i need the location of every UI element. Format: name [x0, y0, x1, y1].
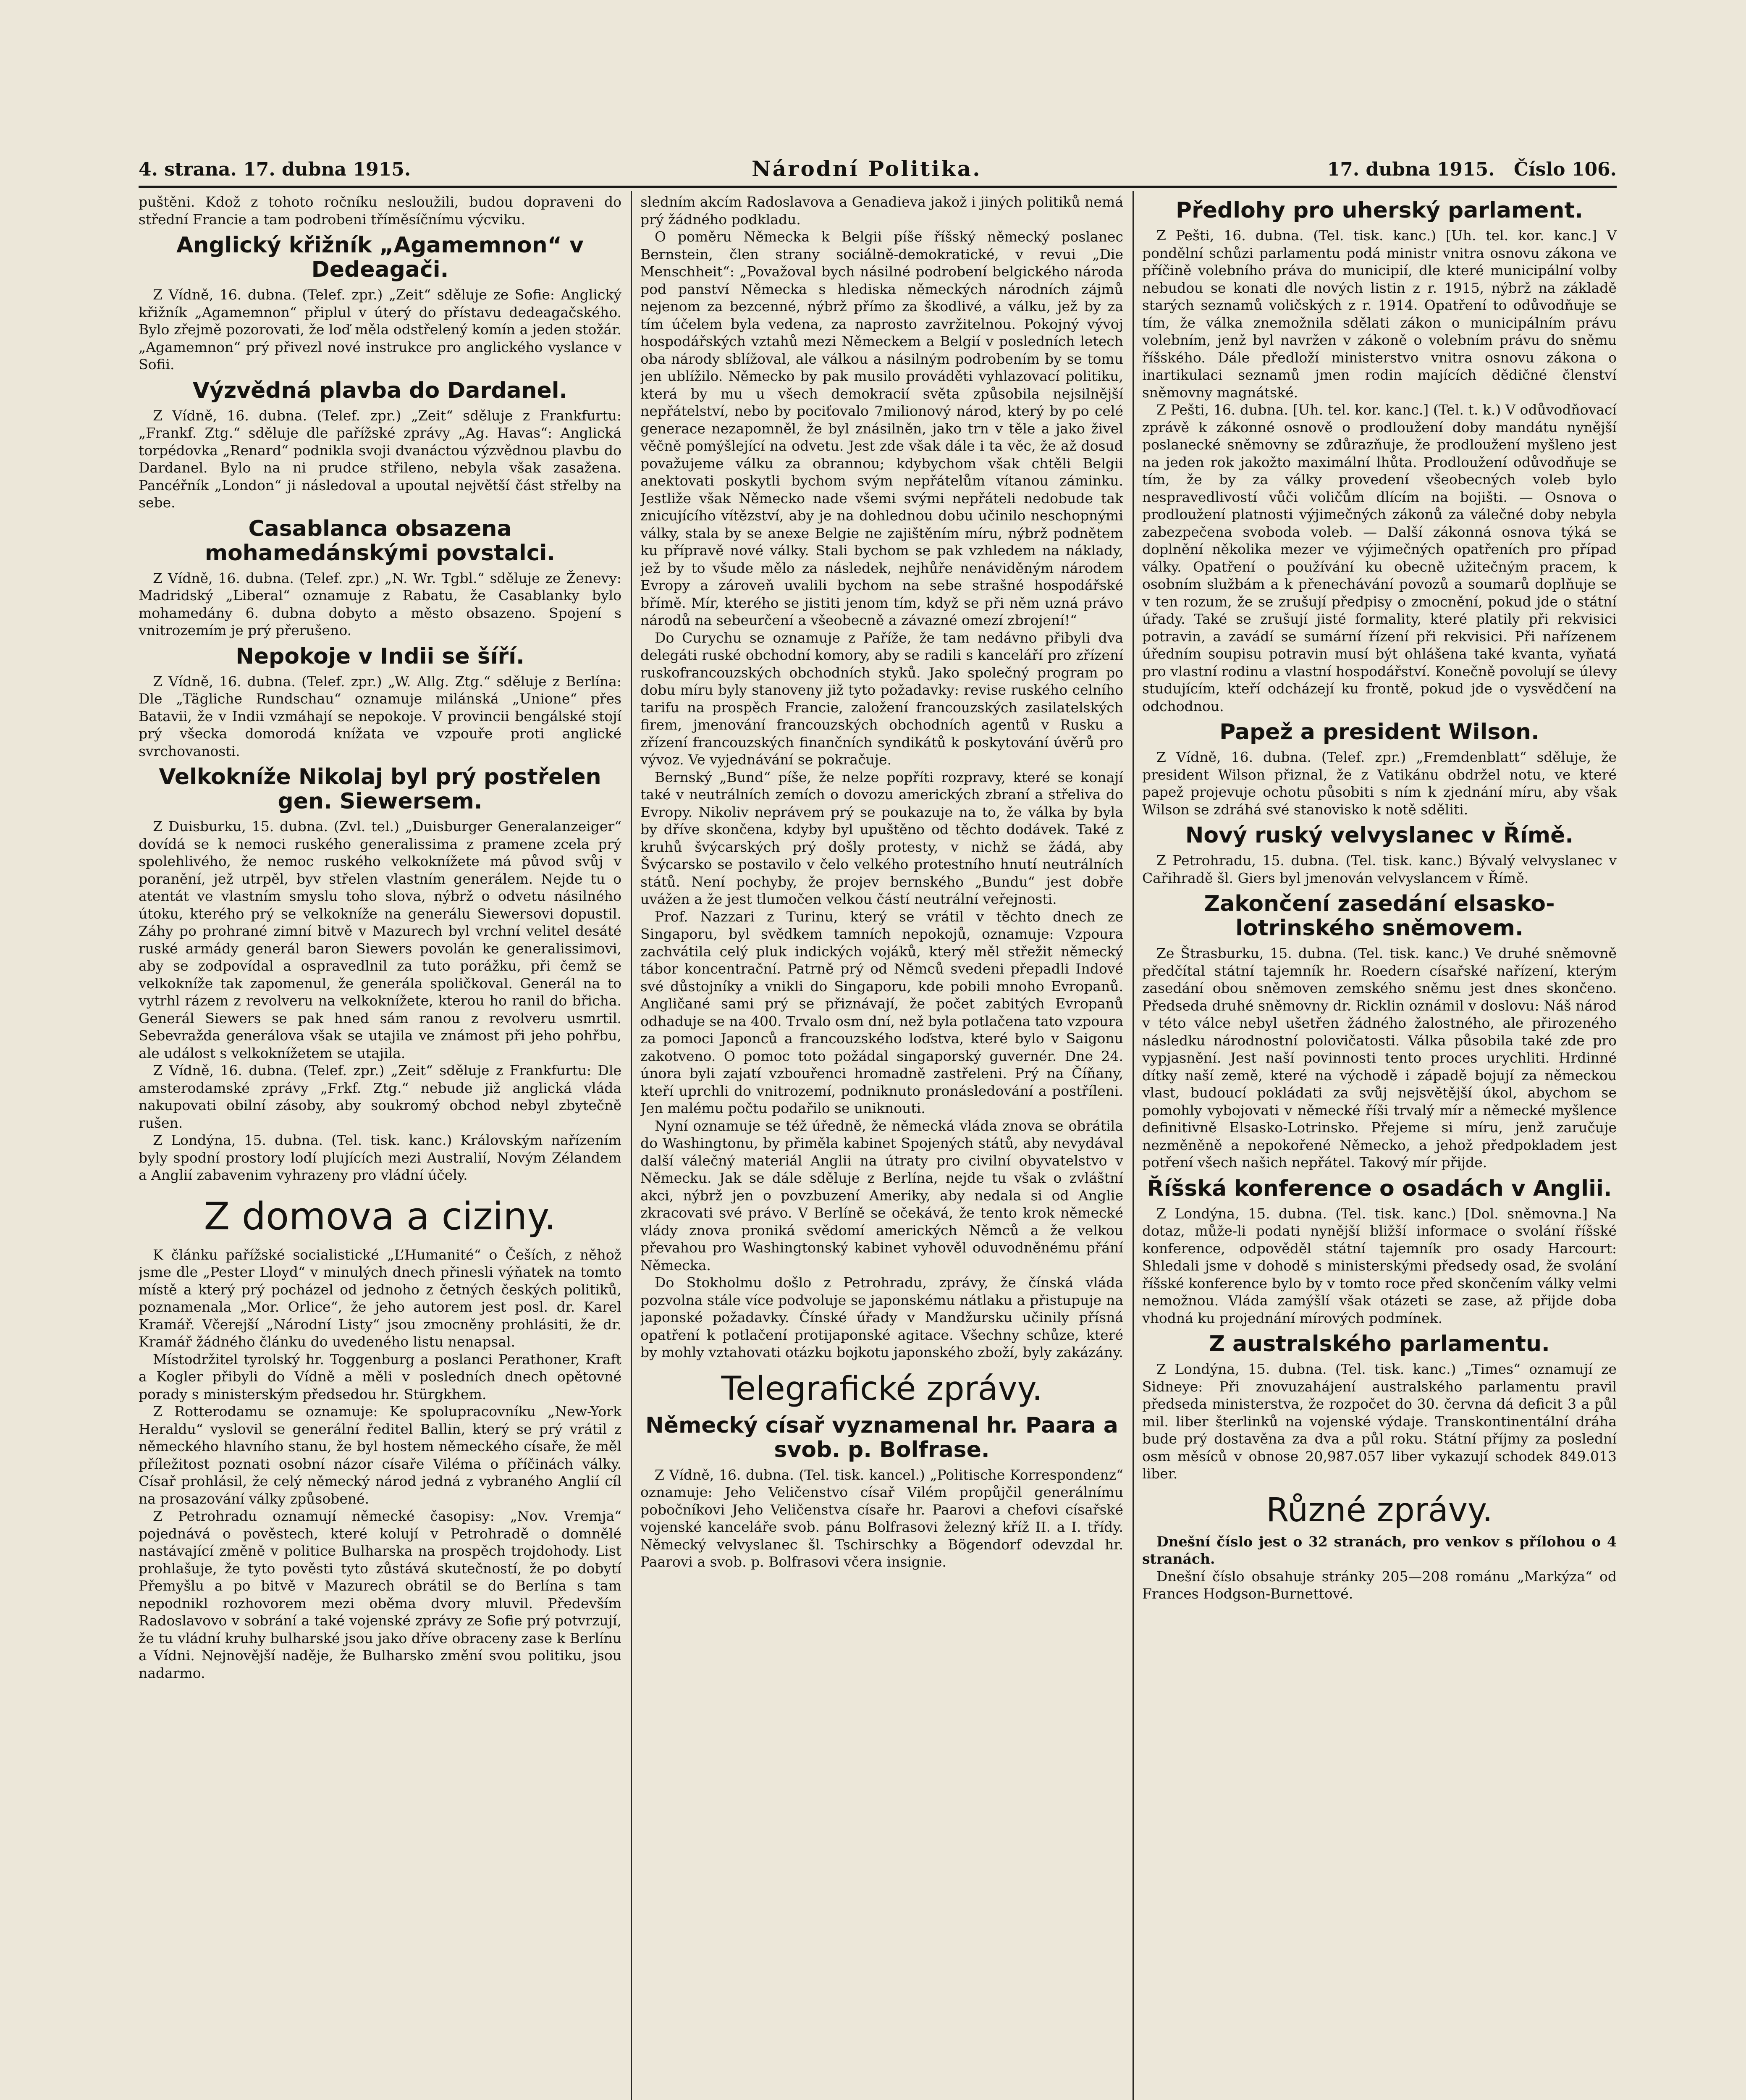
article-text: Z Petrohradu, 15. dubna. (Tel. tisk. kanc.) Bývalý velvyslanec v Cařihradě šl. Giers byl jmenován velvyslancem v Římě. — [1142, 852, 1617, 886]
article-text: Dnešní číslo jest o 32 stranách, pro venkov s přílohou o 4 stranách. — [1142, 1533, 1617, 1567]
article-headline: Předlohy pro uherský parlament. — [1176, 198, 1583, 223]
article-headline: Zakončení zasedání elsasko-lotrinského sněmovem. — [1204, 891, 1555, 941]
article-text: Z Pešti, 16. dubna. [Uh. tel. kor. kanc.] (Tel. t. k.) V odůvodňovací zprávě k zákonné osnově o prodloužení doby mandátu nynější poslanecké sněmovny se zdůrazňuje, že prodloužení myšleno jest na jeden rok jakožto maximální lhůta. Prodloužení odůvodňuje se tím, že by za války provedení všeobecných voleb bylo nespravedlivostí vůči voličům dlícím na bojišti. — Osnova o prodloužení platnosti výjimečných zákonů za válečné doby nebyla zabezpečena svoboda voleb. — Další zákonná osnova týká se doplnění několika mezer ve výjimečných opatřeních pro případ války. Opatření o používání ku obecně užitečným pracem, k osobním službám a k přenechávání povozů a soumarů doplňuje se v ten rozum, že se zrušují předpisy o zmocnění, pokud jde o státní úřady. Také se zrušují jisté formality, které platily při rekvisici potravin, a zavádí se sumární řízení při rekvisici. Při nařízenem úředním soupisu potravin musí být ohlášena také kvanta, vyňatá pro vlastní rodinu a vlastní hospodářství. Konečně povolují se úlevy studujícím, kteří odcházejí ku frontě, pokud jde o vysvědčení na odchodnou. — [1142, 402, 1617, 714]
article-headline: Nepokoje v Indii se šíří. — [236, 643, 524, 669]
article-text: Z Londýna, 15. dubna. (Tel. tisk. kanc.) Královským nařízením byly spodní prostory lodí plujících mezi Australií, Novým Zélandem a Anglií zabavenim vyhrazeny pro vládní účely. — [139, 1132, 621, 1183]
article-text: Z Londýna, 15. dubna. (Tel. tisk. kanc.) [Dol. sněmovna.] Na dotaz, může-li podati nynější bližší informace o svolání říšské konference, odpověděl státní tajemník pro osady Harcourt: Shledali jsme v dohodě s ministerskými předsedy osad, že svolání říšské konference bylo by v tomto roce před skončením války velmi nemožnou. Vláda zamýšlí však otázeti se zase, až přijde doba vhodná ku projednání mírových podmínek. — [1142, 1205, 1617, 1326]
issue-date: 17. dubna 1915. — [1327, 159, 1495, 180]
article-text: Z Vídně, 16. dubna. (Telef. zpr.) „W. Allg. Ztg.“ sděluje z Berlína: Dle „Tägliche Rundschau“ oznamuje milánská „Unione“ přes Batavii, že v Indii vzmáhají se nepokoje. V provincii bengálské stojí prý všecka domorodá knížata ve vzpouře proti anglické svrchovanosti. — [139, 673, 621, 759]
section-headline: Z domova a ciziny. — [204, 1194, 556, 1239]
article-text: Z Vídně, 16. dubna. (Telef. zpr.) „Zeit“ sděluje ze Sofie: Anglický křižník „Agamemnon“ připlul v úterý do přístavu dedeagačského. Bylo zřejmě pozorovati, že loď měla odstřelený komín a jeden stožár. „Agamemnon“ prý přivezl nové instrukce pro anglického vyslance v Sofii. — [139, 286, 621, 373]
issue-info — [1315, 159, 1617, 180]
article-text: Prof. Nazzari z Turinu, který se vrátil v těchto dnech ze Singaporu, byl svědkem tamních nepokojů, oznamuje: Vzpoura zachvátila celý pluk indických vojáků, který měl střežit německý tábor koncentrační. Patrně prý od Němců svedeni přepadli Indové své důstojníky a vnikli do Singaporu, kde pobili mnoho Evropanů. Angličané sami prý se přiznávají, že počet zabitých Evropanů odhaduje se na 400. Trvalo osm dní, než byla potlačena tato vzpoura za pomoci Japonců a francouzského loďstva, které bylo v Saigonu zakotveno. O pomoc toto požádal singaporský guvernér. Dne 24. února byli zajatí vzbouřenci hromadně zastřeleni. Prý na Číňany, kteří uprchli do vnitrozemí, podniknuto pronásledování a postříleni. Jen malému počtu podařilo se uniknouti. — [640, 908, 1123, 1116]
issue-number: Číslo 106. — [1513, 159, 1617, 180]
article-text: Z Vídně, 16. dubna. (Telef. zpr.) „Fremdenblatt“ sděluje, že president Wilson přiznal, že z Vatikánu obdržel notu, ve které papež projevuje ochotu působiti s ním k zjednání míru, aby však Wilson se zdráhá své stanovisko k notě sděliti. — [1142, 749, 1617, 818]
article-headline: Papež a president Wilson. — [1219, 719, 1539, 745]
article-headline: Casablanca obsazena mohamedánskými povstalci. — [204, 516, 556, 566]
article-text: K článku pařížské socialistické „L’Humanité“ o Češích, z něhož jsme dle „Pester Lloyd“ v minulých dnech přinesli výňatek na tomto místě a který prý pocházel od jednoho z četných českých politiků, poznamenala „Mor. Orlice“, že jeho autorem jest posl. dr. Karel Kramář. Včerejší „Národní Listy“ jsou zmocněny prohlásiti, že dr. Kramář žádného článku do uvedeného listu nenapsal. — [139, 1246, 621, 1350]
article-headline: Z australského parlamentu. — [1209, 1331, 1550, 1357]
article-text: Z Vídně, 16. dubna. (Telef. zpr.) „N. Wr. Tgbl.“ sděluje ze Ženevy: Madridský „Liberal“ oznamuje z Rabatu, že Casablanky bylo mohamedány 6. dubna dobyto a město obsazeno. Spojení s vnitrozemím je prý přerušeno. — [139, 570, 621, 638]
article-text: Z Londýna, 15. dubna. (Tel. tisk. kanc.) „Times“ oznamují ze Sidneye: Při znovuzahájení australského parlamentu pravil předseda ministerstva, že rozpočet do 30. června dá deficit 3 a půl mil. liber šterlinků na vojenské výdaje. Transkontinentální dráha bude prý dostavěna za dva a půl roku. Státní příjmy za poslední osm měsíců v obnose 20,987.057 liber vykazují schodek 849.013 liber. — [1142, 1361, 1617, 1482]
article-headline: Německý císař vyznamenal hr. Paara a svob. p. Bolfrase. — [645, 1412, 1118, 1462]
article-text: Z Vídně, 16. dubna. (Telef. zpr.) „Zeit“ sděluje z Frankfurtu: „Frankf. Ztg.“ sděluje dle pařížské zprávy „Ag. Havas“: Anglická torpédovka „Renard“ podnikla svoji dvanáctou výzvědnou plavbu do Dardanel. Bylo na ni prudce střileno, nebyla však zasažena. Pancéřník „London“ ji následoval a upoutal největší část střelby na sebe. — [139, 407, 621, 511]
column-divider — [631, 191, 632, 2100]
article-text: Místodržitel tyrolský hr. Toggenburg a poslanci Perathoner, Kraft a Kogler přibyli do Vídně a měli v posledních dnech opětovné porady s ministerským předsedou hr. Stürgkhem. — [139, 1351, 621, 1402]
page-label: 4. strana. 17. dubna 1915. — [139, 159, 411, 180]
column-1 — [139, 193, 621, 2100]
masthead: Národní Politika. — [752, 156, 982, 181]
article-text: Do Curychu se oznamuje z Paříže, že tam nedávno přibyli dva delegáti ruské obchodní komory, aby se radili s kanceláří pro zřízení ruskofrancouzských obchodních styků. Jako společný program po dobu míru byly stanoveny již tyto požadavky: revise ruského celního tarifu na prospěch Francie, založení francouzských zasilatelských firem, jmenování francouzských obchodních agentů v Rusku a zřízení francouzských finančních syndikátů k poskytování úvěrů pro vývoz. Ve vyjednávání se pokračuje. — [640, 629, 1123, 768]
article-headline: Anglický křižník „Agamemnon“ v Dedeagači. — [176, 233, 584, 282]
section-headline: Různé zprávy. — [1266, 1491, 1493, 1529]
article-text: Z Duisburku, 15. dubna. (Zvl. tel.) „Duisburger Generalanzeiger“ dovídá se k nemoci ruského generalissima z pramene zcela prý spolehlivého, že nemoc ruského velkoknížete má původ svůj v poranění, jež utrpěl, byv střelen vlastním generálem. Nejde tu o atentát ve vlastním smyslu toho slova, nýbrž o odvetu násilného útoku, kterého prý se velkokníže na generálu Siewersovi dopustil. Záhy po prohrané zimní bitvě v Mazurech byl vrchní velitel desáté ruské armády generál baron Siewers povolán ke generalissimovi, aby se zodpovídal a ospravedlnil za tuto porážku, při čemž se velkokníže tak zapomenul, že generála spoličkoval. Generál na to vytrhl rázem z revolveru na velkoknížete, kterou ho ranil do břicha. Generál Siewers se pak hned sám ranou z revolveru usmrtil. Sebevražda generálova však se utajila ve známost při jeho pohřbu, ale událost s velkoknížetem se utajila. — [139, 818, 621, 1061]
article-text: puštěni. Kdož z tohoto ročníku nesloužili, budou dopraveni do střední Francie a tam podrobeni tříměsíčnímu výcviku. — [139, 194, 621, 228]
column-divider — [1133, 191, 1134, 2100]
article-text: Z Pešti, 16. dubna. (Tel. tisk. kanc.) [Uh. tel. kor. kanc.] V pondělní schůzi parlamentu podá ministr vnitra osnovu zákona ve příčině volebního práva do municipií, dle které municipální volby nebudou se konati dle nových listin z r. 1915, nýbrž na základě starých seznamů voličských z r. 1914. Opatření to odůvodňuje se tím, že válka znemožnila sdělati zákon o municipálním právu volebním, jenž byl navržen v zákoně o volebním právu do sněmu říšského. Dále předloží ministerstvo vnitra osnovu zákona o inartikulaci seznamů jmen rodin majících dědičné členství sněmovny magnátské. — [1142, 227, 1617, 401]
article-headline: Výzvědná plavba do Dardanel. — [192, 378, 568, 403]
article-text: Z Vídně, 16. dubna. (Tel. tisk. kancel.) „Politische Korrespondenz“ oznamuje: Jeho Veličenstvo císař Vilém propůjčil generálnímu pobočníkovi Jeho Veličenstva císaře hr. Paarovi a chefovi císařské vojenské kanceláře svob. pánu Bolfrasovi železný kříž II. a I. třídy. Německý velvyslanec šl. Tschirschky a Bögendorf odevzdal hr. Paarovi a svob. p. Bolfrasovi včera insignie. — [640, 1466, 1123, 1570]
article-text: Do Stokholmu došlo z Petrohradu, zprávy, že čínská vláda pozvolna stále více podvoluje se japonskému nátlaku a přistupuje na japonské požadavky. Čínské úřady v Mandžursku učinily přísná opatření k potlačení protijaponské agitace. Všechny schůze, které by mohly vztahovati otázku bojkotu japonského zboží, byly zakázány. — [640, 1274, 1123, 1360]
article-text: O poměru Německa k Belgii píše říšský německý poslanec Bernstein, člen strany sociálně-demokratické, v revui „Die Menschheit“: „Považoval bych násilné podrobení belgického národa pod panství Německa s hlediska německých národních zájmů nejenom za bezcenné, nýbrž přímo za škodlivé, a válku, jež by za tím účelem byla vedena, za naprosto zavržitelnou. Pokojný vývoj hospodářských vztahů mezi Německem a Belgií v posledních letech oba národy sblížoval, ale válkou a násilným podrobením by se tomu jen ublížilo. Německo by pak musilo prováděti vyhlazovací politiku, která by mu u všech demokracií světa způsobila nejsilnější nepřátelství, nebo by pociťovalo 7milionový národ, který by po celé generace nezapomněl, že byl znásilněn, jako trn v těle a jako živel věčně pomýšlející na odvetu. Jest zde však dále i ta věc, že až dosud považujeme válku za obrannou; kdybychom však chtěli Belgii anektovati poskytli bychom svým nepřátelům vítanou záminku. Jestliže však Německo nade všemi svými nepřáteli nedobude tak znicujícího vítězství, aby je na dohlednou dobu učinilo neschopnými války, stala by se anexe Belgie ne zajištěním míru, nýbrž podnětem ku přípravě nové války. Stali bychom se pak vzhledem na náklady, jež by to všude mělo za následek, nejhůře nenáviděným národem Evropy a zároveň uvalili bychom na sebe strašné hospodářské břímě. Mír, kterého se jistiti jenom tím, když se při něm uzná právo národů na sebeurčení a všeobecně a závazné omezí zbrojení!“ — [640, 228, 1123, 628]
article-text: Bernský „Bund“ píše, že nelze popříti rozpravy, které se konají také v neutrálních zemích o dovozu amerických zbraní a střeliva do Evropy. Nikoliv neprávem prý se poukazuje na to, že válka by byla by dříve skončena, kdyby byl upuštěno od těchto dodávek. Také z kruhů švýcarských prý došly protesty, v nichž se žádá, aby Švýcarsko se postavilo v čelo velkého protestního hnutí neutrálních států. Není pochyby, že projev bernského „Bundu“ jest dobře uvážen a že jest tlumočen velkou částí neutrální veřejnosti. — [640, 769, 1123, 907]
article-text: Ze Štrasburku, 15. dubna. (Tel. tisk. kanc.) Ve druhé sněmovně předčítal státní tajemník hr. Roedern císařské nařízení, kterým zasedání obou sněmoven zemského sněmu jest dnes skončeno. Předseda druhé sněmovny dr. Ricklin oznámil v doslovu: Náš národ v této válce nebyl ušetřen žádného žalostného, ale přirozeného následku národnostní polovičatosti. Válka působila také zde pro vypjasnění. Jest naší povinnosti tento proces urychliti. Hrdinné dítky naší země, které na východě i západě bojují za německou vlast, budoucí pokládati za svůj nejsvětější úkol, abychom se pomohly vybojovati v německé říši trvalý mír a německé myšlence definitivně Elsasko-Lotrinsko. Přejeme si míru, jenž zaručuje nezměněně a nepokořené Německo, a jehož předpokladem jest potření všech našich nepřátel. Takový mír přijde. — [1142, 945, 1617, 1171]
section-headline: Telegrafické zprávy. — [721, 1370, 1043, 1408]
column-3 — [1142, 193, 1617, 2100]
article-text: sledním akcím Radoslavova a Genadieva jakož i jiných politiků nemá prý žádného podkladu. — [640, 194, 1123, 228]
article-text: Nyní oznamuje se též úředně, že německá vláda znova se obrátila do Washingtonu, by přiměla kabinet Spojených států, aby nevydával další válečný materiál Anglii na útraty pro civilní obyvatelstvo v Německu. Jak se dále sděluje z Berlína, nejde tu však o zvláštní akci, nýbrž jen o povzbuzení Ameriky, aby nedala si od Anglie zkracovati své právo. V Berlíně se očekává, že tento krok německé vlády znova proniká svědomí amerických Němců a že velkou převahou pro Washingtonský kabinet vyhověl oduvodněnému přání Německa. — [640, 1117, 1123, 1273]
article-headline: Říšská konference o osadách v Anglii. — [1147, 1176, 1612, 1201]
article-headline: Nový ruský velvyslanec v Římě. — [1185, 823, 1574, 848]
column-2 — [640, 193, 1123, 2100]
article-text: Z Petrohradu oznamují německé časopisy: „Nov. Vremja“ pojednává o pověstech, které kolují v Petrohradě o domnělé nastávající změně v politice Bulharska na prospěch trojdohody. List prohlašuje, že tyto pověsti tyto zůstává skutečností, že po dobytí Přemyšlu a po bitvě v Mazurech obrátil se do Berlína s tam nepodnikl rozhovorem mezi oběma dvory mluvil. Především Radoslavovo v sobrání a také vojenské zprávy ze Sofie prý potvrzují, že tu vládní kruhy bulharské jsou jako dříve obraceny zase k Berlínu a Vídni. Nejnovější naděje, že Bulharsko změní svou politiku, jsou nadarmo. — [139, 1508, 621, 1681]
page-header — [139, 156, 1617, 188]
article-text: Z Rotterodamu se oznamuje: Ke spolupracovníku „New-York Heraldu“ vyslovil se generální ředitel Ballin, který se prý vrátil z německého hlavního stanu, že byl hostem německého císaře, že měl příležitost poznati osobní názor císaře Viléma o příčinách války. Císař prohlásil, že celý německý národ jedná z vybraného Anglií cíl na prosazování války způsobené. — [139, 1403, 621, 1507]
article-text: Z Vídně, 16. dubna. (Telef. zpr.) „Zeit“ sděluje z Frankfurtu: Dle amsterodamské zprávy „Frkf. Ztg.“ nebude již anglická vláda nakupovati obilní zásoby, aby soukromý obchod nebyl zbytečně rušen. — [139, 1062, 621, 1131]
article-text: Dnešní číslo obsahuje stránky 205—208 románu „Markýza“ od Frances Hodgson-Burnettové. — [1142, 1568, 1617, 1602]
article-headline: Velkokníže Nikolaj byl prý postřelen gen. Siewersem. — [159, 764, 601, 814]
